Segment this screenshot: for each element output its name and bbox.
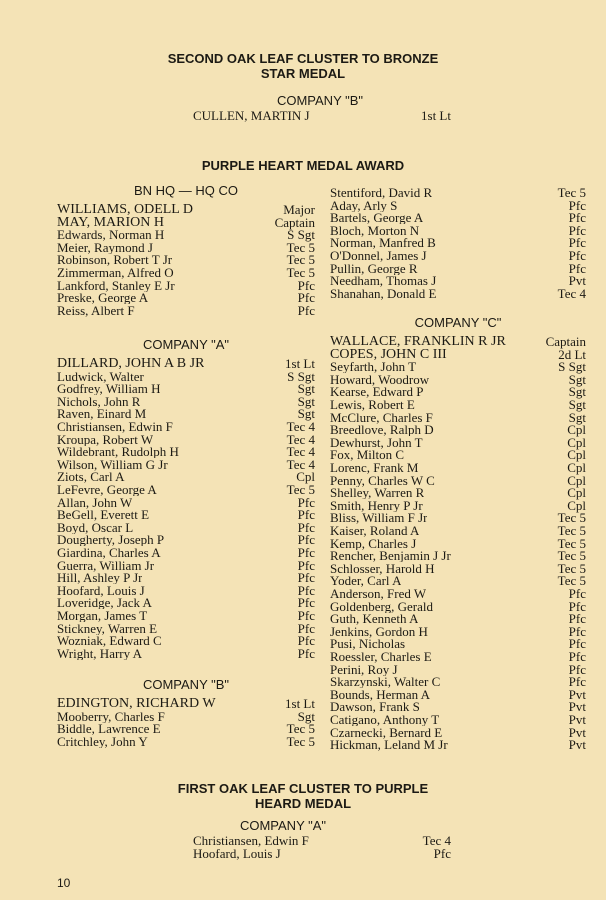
entry-name: Hickman, Leland M Jr xyxy=(330,738,448,752)
entry-name: Preske, George A xyxy=(57,291,149,305)
entry-name: Shelley, Warren R xyxy=(330,486,425,500)
entry-name: Wozniak, Edward C xyxy=(57,634,162,648)
roster-row xyxy=(57,533,315,546)
entry-name: Jenkins, Gordon H xyxy=(330,624,428,638)
entry-name: Lorenc, Frank M xyxy=(330,461,419,474)
entry-rank: Pfc xyxy=(568,197,586,213)
entry-name: Kearse, Edward P xyxy=(330,385,424,399)
roster-row xyxy=(57,304,315,317)
entry-rank: Tec 5 xyxy=(286,265,315,280)
roster-row xyxy=(57,458,315,471)
entry-name: Nichols, John R xyxy=(57,394,141,408)
entry-name: WALLACE, FRANKLIN R JR xyxy=(330,335,506,348)
roster-row xyxy=(57,433,315,446)
entry-name: WILLIAMS, ODELL D xyxy=(57,203,193,216)
roster-row xyxy=(57,559,315,572)
roster-row xyxy=(57,584,315,597)
entry-rank: Tec 5 xyxy=(557,523,586,538)
entry-rank: Sgt xyxy=(297,708,315,724)
entry-name: Bloch, Morton N xyxy=(330,223,420,237)
entry-name: Yoder, Carl A xyxy=(330,574,402,588)
roster-row xyxy=(330,499,586,512)
roster-row xyxy=(330,274,586,287)
roster-row xyxy=(57,622,315,635)
entry-rank: Cpl xyxy=(567,434,586,450)
entry-rank: Pfc xyxy=(297,633,315,649)
entry-rank: Pfc xyxy=(297,532,315,548)
entry-name: Pusi, Nicholas xyxy=(330,637,406,651)
entry-name: Lankford, Stanley E Jr xyxy=(57,278,175,292)
roster-row xyxy=(330,726,586,739)
entry-name: Goldenberg, Gerald xyxy=(330,599,434,613)
entry-rank: Pfc xyxy=(297,277,315,293)
roster-row xyxy=(330,199,586,212)
entry-name: COPES, JOHN C III xyxy=(330,347,447,361)
entry-name: McClure, Charles F xyxy=(330,410,433,424)
entry-rank: Cpl xyxy=(567,497,586,513)
roster-row xyxy=(330,537,586,550)
roster-row xyxy=(330,650,586,663)
entry-rank: Pfc xyxy=(568,586,586,601)
entry-rank: Pfc xyxy=(297,582,315,598)
entry-rank: Pvt xyxy=(568,737,586,753)
entry-rank: Cpl xyxy=(296,469,315,485)
roster-row xyxy=(330,262,586,275)
entry-rank: Captain xyxy=(545,334,586,349)
entry-name: Meier, Raymond J xyxy=(57,240,153,254)
roster-row xyxy=(57,496,315,509)
entry-name: Godfrey, William H xyxy=(57,382,161,396)
roster-row xyxy=(57,697,315,710)
entry-rank: Sgt xyxy=(297,393,315,409)
roster-row xyxy=(330,436,586,449)
roster-row xyxy=(57,546,315,559)
entry-name: Hoofard, Louis J xyxy=(57,583,145,597)
entry-name: Roessler, Charles E xyxy=(330,650,432,663)
entry-name: Norman, Manfred B xyxy=(330,236,436,250)
entry-rank: Pvt xyxy=(568,712,586,727)
roster-row xyxy=(57,470,315,483)
entry-rank: Tec 5 xyxy=(557,510,586,526)
entry-rank: 1st Lt xyxy=(285,356,315,371)
entry-name: Fox, Milton C xyxy=(330,448,405,462)
entry-rank: Tec 4 xyxy=(422,833,451,848)
roster-row xyxy=(57,216,315,229)
entry-rank: Pfc xyxy=(297,519,315,535)
oak-leaf-purple-heart-title-line1: FIRST OAK LEAF CLUSTER TO PURPLE xyxy=(177,781,429,796)
entry-rank: Pfc xyxy=(568,636,586,652)
entry-rank: Sgt xyxy=(568,409,586,425)
entry-name: Kaiser, Roland A xyxy=(330,524,420,537)
entry-rank: Tec 5 xyxy=(286,252,315,268)
roster-row xyxy=(57,483,315,496)
entry-name: Ludwick, Walter xyxy=(57,369,144,383)
entry-rank: Pfc xyxy=(568,598,586,614)
entry-name: DILLARD, JOHN A B JR xyxy=(57,357,205,370)
entry-name: Smith, Henry P Jr xyxy=(330,498,423,512)
entry-name: Kemp, Charles J xyxy=(330,536,417,550)
roster-row xyxy=(330,287,586,300)
entry-rank: Tec 4 xyxy=(286,444,315,460)
entry-rank: Pfc xyxy=(568,260,586,276)
roster-row xyxy=(57,382,315,395)
entry-rank: Pfc xyxy=(568,210,586,226)
oak-leaf-entry xyxy=(193,834,451,847)
entry-name: BeGell, Everett E xyxy=(57,508,150,522)
entry-rank: Tec 4 xyxy=(286,431,315,447)
entry-rank: Pvt xyxy=(568,686,586,702)
roster-row xyxy=(330,625,586,638)
entry-name: Wright, Harry A xyxy=(57,646,143,660)
entry-name: Rencher, Benjamin J Jr xyxy=(330,549,451,563)
entry-name: Dougherty, Joseph P xyxy=(57,533,165,547)
entry-rank: Sgt xyxy=(568,371,586,387)
entry-rank: Cpl xyxy=(567,422,586,438)
entry-rank: Tec 5 xyxy=(286,733,315,749)
roster-row xyxy=(330,688,586,701)
entry-name: Schlosser, Harold H xyxy=(330,561,435,575)
entry-name: Perini, Roy J xyxy=(330,662,398,676)
entry-rank: 1st Lt xyxy=(285,696,315,711)
roster-row xyxy=(330,549,586,562)
entry-name: Hoofard, Louis J xyxy=(193,847,281,860)
roster-row xyxy=(57,253,315,266)
entry-rank: Pfc xyxy=(297,570,315,586)
entry-name: Penny, Charles W C xyxy=(330,473,435,487)
entry-name: Allan, John W xyxy=(57,495,133,509)
roster-row xyxy=(57,228,315,241)
entry-rank: Sgt xyxy=(568,397,586,412)
roster-row xyxy=(330,236,586,249)
roster-row xyxy=(330,600,586,613)
entry-rank: Cpl xyxy=(567,460,586,475)
roster-row xyxy=(57,596,315,609)
roster-row xyxy=(330,348,586,361)
oak-leaf-purple-heart-title-line2: HEARD MEDAL xyxy=(254,796,352,811)
entry-name: LeFevre, George A xyxy=(57,483,157,496)
company-heading: COMPANY "C" xyxy=(414,315,502,330)
entry-rank: S Sgt xyxy=(558,359,586,375)
entry-rank: Pfc xyxy=(568,649,586,664)
entry-rank: Cpl xyxy=(567,447,586,463)
roster-row xyxy=(330,562,586,575)
entry-rank: Tec 5 xyxy=(557,535,586,551)
roster-row xyxy=(330,186,586,199)
roster-row xyxy=(330,448,586,461)
entry-name: Shanahan, Donald E xyxy=(330,286,437,300)
entry-rank: Pfc xyxy=(297,620,315,636)
roster-row xyxy=(57,420,315,433)
entry-name: Wilson, William G Jr xyxy=(57,457,168,471)
roster-row xyxy=(330,700,586,713)
entry-rank: 1st Lt xyxy=(421,108,451,123)
entry-rank: Pfc xyxy=(297,494,315,510)
entry-rank: Pfc xyxy=(568,222,586,238)
entry-name: Bartels, George A xyxy=(330,211,424,225)
entry-rank: Cpl xyxy=(567,472,586,488)
entry-name: Loveridge, Jack A xyxy=(57,596,152,610)
entry-rank: Pvt xyxy=(568,699,586,715)
entry-rank: Tec 4 xyxy=(286,419,315,434)
roster-row xyxy=(330,360,586,373)
entry-rank: Tec 5 xyxy=(557,548,586,564)
entry-rank: Pfc xyxy=(568,235,586,251)
entry-name: Mooberry, Charles F xyxy=(57,709,165,723)
entry-rank: Pvt xyxy=(568,724,586,740)
entry-rank: Pfc xyxy=(433,846,451,861)
bronze-star-entry xyxy=(193,109,451,122)
company-heading: BN HQ — HQ CO xyxy=(133,183,238,198)
roster-row xyxy=(330,398,586,411)
entry-rank: Tec 5 xyxy=(286,721,315,737)
entry-rank: Pfc xyxy=(568,674,586,690)
roster-row xyxy=(57,634,315,647)
entry-rank: Pfc xyxy=(568,623,586,639)
entry-rank: Pfc xyxy=(297,645,315,661)
entry-name: Needham, Thomas J xyxy=(330,274,437,288)
entry-name: Pullin, George R xyxy=(330,261,418,275)
roster-row xyxy=(330,574,586,587)
company-heading: COMPANY "B" xyxy=(142,677,230,692)
entry-name: Czarnecki, Bernard E xyxy=(330,725,443,739)
entry-name: Bliss, William F Jr xyxy=(330,511,428,525)
roster-row xyxy=(330,211,586,224)
entry-rank: Pfc xyxy=(297,507,315,523)
entry-name: Guth, Kenneth A xyxy=(330,612,419,626)
bronze-star-title-line1: SECOND OAK LEAF CLUSTER TO BRONZE xyxy=(167,51,439,66)
entry-rank: Pfc xyxy=(297,290,315,306)
entry-name: Kroupa, Robert W xyxy=(57,432,154,446)
entry-name: Dawson, Frank S xyxy=(330,700,420,714)
roster-row xyxy=(57,370,315,383)
roster-row xyxy=(330,524,586,537)
entry-rank: Sgt xyxy=(568,384,586,400)
entry-rank: Pfc xyxy=(297,557,315,573)
entry-rank: Pfc xyxy=(568,611,586,627)
roster-row xyxy=(330,373,586,386)
entry-name: Guerra, William Jr xyxy=(57,558,155,572)
roster-row xyxy=(330,663,586,676)
entry-rank: Pvt xyxy=(568,273,586,289)
oak-leaf-company-heading: COMPANY "A" xyxy=(239,818,327,833)
entry-name: Biddle, Lawrence E xyxy=(57,722,161,736)
roster-row xyxy=(57,445,315,458)
roster-row xyxy=(57,357,315,370)
roster-row xyxy=(330,587,586,600)
entry-rank: Pfc xyxy=(297,595,315,611)
entry-name: Catigano, Anthony T xyxy=(330,713,440,726)
roster-row xyxy=(57,521,315,534)
roster-row xyxy=(330,486,586,499)
roster-row xyxy=(57,647,315,660)
entry-name: Hill, Ashley P Jr xyxy=(57,571,143,585)
entry-rank: Tec 4 xyxy=(286,456,315,472)
entry-rank: Tec 5 xyxy=(557,573,586,589)
roster-row xyxy=(57,722,315,735)
roster-row xyxy=(57,266,315,279)
entry-name: Howard, Woodrow xyxy=(330,372,430,386)
roster-row xyxy=(330,224,586,237)
entry-name: Wildebrant, Rudolph H xyxy=(57,445,179,459)
roster-row xyxy=(330,637,586,650)
roster-row xyxy=(330,411,586,424)
purple-heart-title: PURPLE HEART MEDAL AWARD xyxy=(201,158,405,173)
roster-row xyxy=(330,385,586,398)
roster-row xyxy=(57,395,315,408)
entry-rank: S Sgt xyxy=(287,368,315,384)
entry-name: Seyfarth, John T xyxy=(330,360,417,374)
entry-name: EDINGTON, RICHARD W xyxy=(57,697,216,710)
bronze-star-company-heading: COMPANY "B" xyxy=(276,93,364,108)
entry-name: Zimmerman, Alfred O xyxy=(57,266,174,279)
entry-rank: Cpl xyxy=(567,485,586,501)
roster-row xyxy=(330,612,586,625)
entry-rank: Pfc xyxy=(297,545,315,560)
entry-name: Skarzynski, Walter C xyxy=(330,675,441,689)
entry-rank: Pfc xyxy=(568,248,586,263)
entry-name: Giardina, Charles A xyxy=(57,546,161,559)
entry-name: O'Donnel, James J xyxy=(330,249,427,262)
entry-name: Edwards, Norman H xyxy=(57,228,165,242)
entry-rank: S Sgt xyxy=(287,227,315,243)
roster-row xyxy=(330,474,586,487)
entry-name: Reiss, Albert F xyxy=(57,303,135,317)
entry-rank: Pfc xyxy=(297,608,315,623)
roster-row xyxy=(330,461,586,474)
entry-name: CULLEN, MARTIN J xyxy=(193,109,310,122)
entry-name: Breedlove, Ralph D xyxy=(330,423,434,437)
entry-name: MAY, MARION H xyxy=(57,215,164,229)
entry-name: Dewhurst, John T xyxy=(330,435,423,449)
entry-rank: Tec 4 xyxy=(557,285,586,301)
roster-row xyxy=(330,713,586,726)
entry-name: Stentiford, David R xyxy=(330,186,433,199)
entry-rank: Tec 5 xyxy=(557,185,586,200)
bronze-star-title-line2: STAR MEDAL xyxy=(260,66,346,81)
roster-row xyxy=(330,675,586,688)
roster-row xyxy=(330,511,586,524)
entry-name: Stickney, Warren E xyxy=(57,621,158,635)
entry-name: Anderson, Fred W xyxy=(330,587,427,600)
roster-row xyxy=(57,241,315,254)
entry-rank: Tec 5 xyxy=(286,482,315,497)
entry-rank: Captain xyxy=(274,214,315,230)
entry-name: Boyd, Oscar L xyxy=(57,520,134,534)
entry-name: Raven, Einard M xyxy=(57,407,147,421)
entry-name: Critchley, John Y xyxy=(57,734,148,748)
roster-row xyxy=(57,735,315,748)
entry-name: Aday, Arly S xyxy=(330,198,398,212)
roster-row xyxy=(330,738,586,751)
entry-name: Morgan, James T xyxy=(57,609,148,622)
entry-rank: 2d Lt xyxy=(558,346,586,362)
entry-name: Christiansen, Edwin F xyxy=(57,420,173,433)
entry-rank: Tec 5 xyxy=(557,560,586,576)
entry-rank: Pfc xyxy=(568,661,586,677)
entry-rank: Tec 5 xyxy=(286,239,315,255)
roster-row xyxy=(57,571,315,584)
entry-rank: Major xyxy=(283,202,315,217)
entry-name: Christiansen, Edwin F xyxy=(193,834,309,847)
roster-row xyxy=(57,609,315,622)
roster-row xyxy=(57,291,315,304)
entry-name: Lewis, Robert E xyxy=(330,398,415,411)
oak-leaf-entry xyxy=(193,847,451,860)
roster-row xyxy=(330,249,586,262)
entry-name: Ziots, Carl A xyxy=(57,470,125,484)
entry-rank: Pfc xyxy=(297,302,315,318)
entry-rank: Sgt xyxy=(297,406,315,422)
roster-row xyxy=(57,407,315,420)
company-heading: COMPANY "A" xyxy=(142,337,230,352)
entry-name: Bounds, Herman A xyxy=(330,687,431,701)
page-number: 10 xyxy=(57,876,71,890)
roster-row xyxy=(57,710,315,723)
roster-row xyxy=(57,279,315,292)
roster-row xyxy=(330,335,586,348)
roster-row xyxy=(57,508,315,521)
roster-row xyxy=(330,423,586,436)
entry-name: Robinson, Robert T Jr xyxy=(57,253,173,267)
entry-rank: Sgt xyxy=(297,381,315,397)
